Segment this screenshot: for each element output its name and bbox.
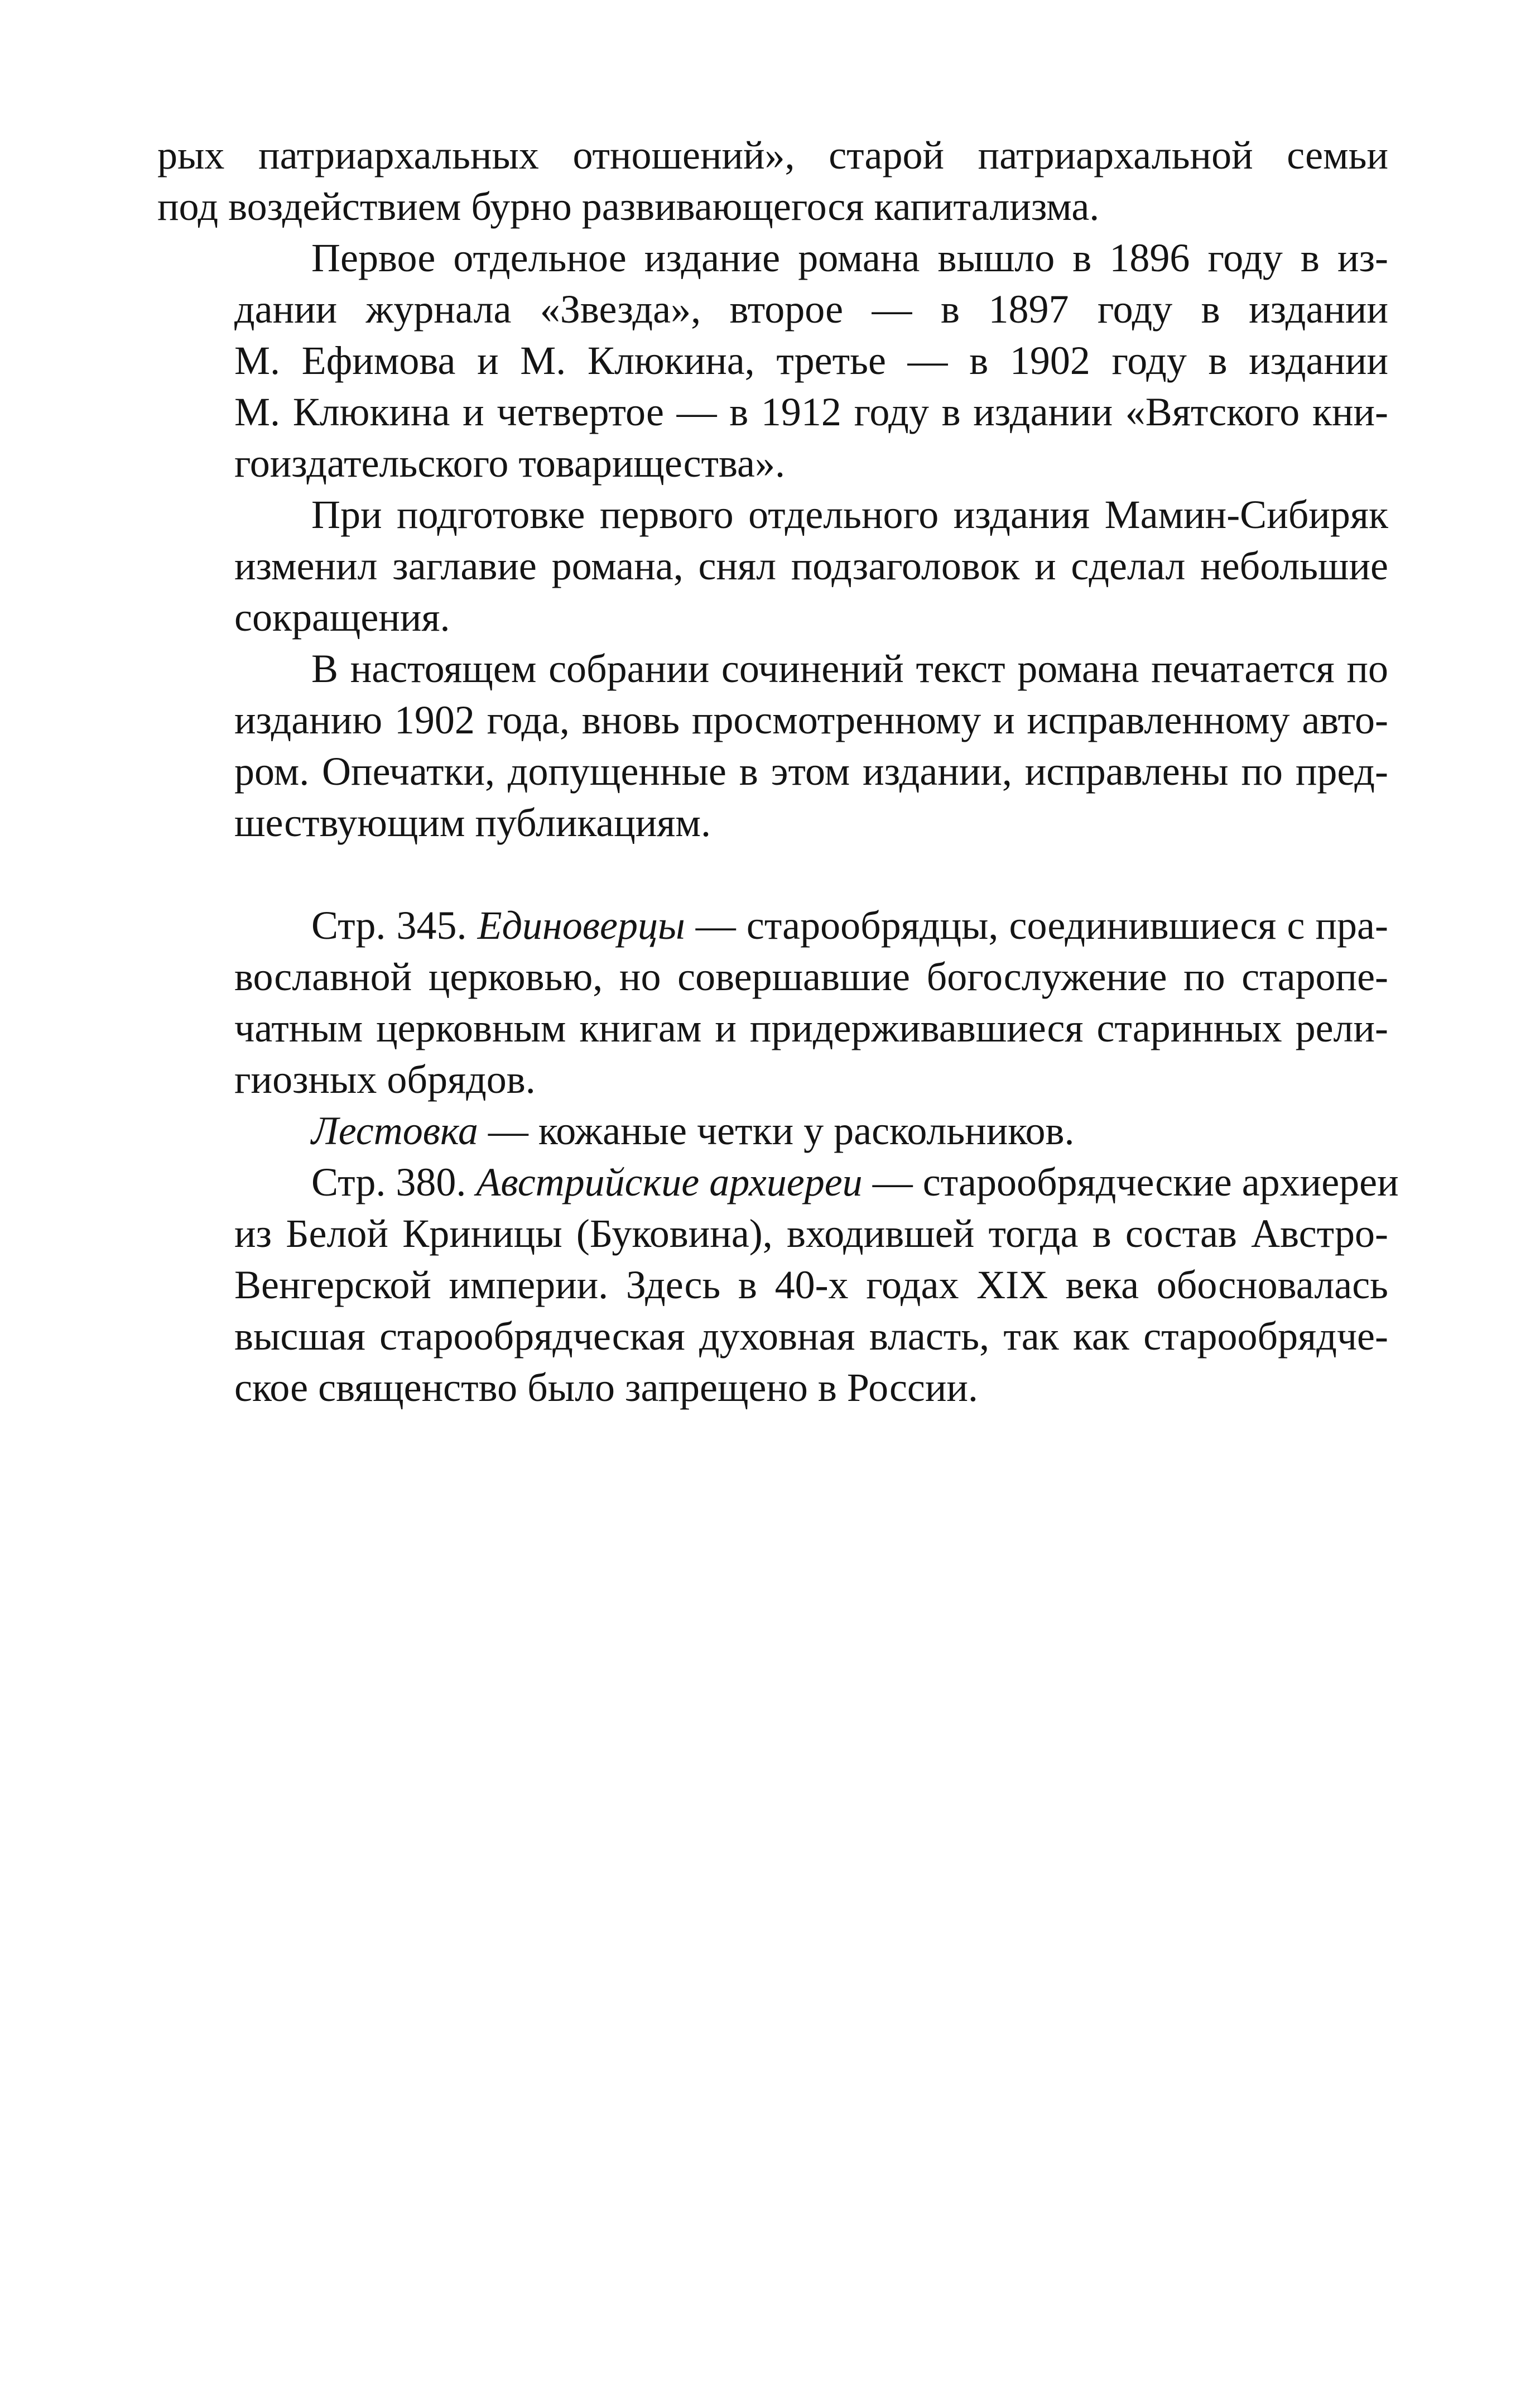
text-line: под воздействием бурно развивающегося капитализма. [157,184,1100,229]
note-page-ref: Стр. 345. [311,903,467,948]
text-line: вославной церковью, но совершавшие богослужение по старопе- [234,954,1388,999]
note-term: Лестовка [311,1108,478,1153]
note-term: Единоверцы [477,903,685,948]
text-line: из Белой Криницы (Буковина), входившей тогда в состав Австро- [234,1211,1388,1256]
text-line: изданию 1902 года, вновь просмотренному и исправленному авто- [234,698,1388,742]
note-definition: — кожаные четки у раскольников. [478,1108,1075,1153]
paragraph-editions [157,232,1388,489]
text-line: рых патриархальных отношений», старой патриархальной семьи [157,133,1388,177]
text-line: ское священство было запрещено в России. [234,1365,978,1410]
text-line: Венгерской империи. Здесь в 40-х годах XIX века обосновалась [234,1263,1388,1307]
text-line [157,1105,1388,1156]
text-line: высшая старообрядческая духовная власть, так как старообрядче- [234,1314,1388,1359]
text-line: М. Ефимова и М. Клюкина, третье — в 1902 году в издании [234,338,1388,383]
text-line [157,900,1388,951]
paragraph-continuation [157,129,1388,232]
text-line: гиозных обрядов. [234,1057,536,1102]
page-text [157,129,1399,1413]
text-line: ром. Опечатки, допущенные в этом издании, исправлены по пред- [234,749,1388,794]
text-line: чатным церковным книгам и придерживавшиеся старинных рели- [234,1006,1388,1050]
text-line: М. Клюкина и четвертое — в 1912 году в издании «Вятского кни- [234,390,1388,434]
text-line: При подготовке первого отдельного издания Мамин-Сибиряк [311,492,1388,537]
text-line: гоиздательского товарищества». [234,441,786,486]
text-line: шествующим публикациям. [234,800,711,845]
text-line: В настоящем собрании сочинений текст романа печатается по [311,646,1388,691]
text-line [157,1156,1399,1208]
note-definition: — старообрядцы, соединившиеся с пра- [685,903,1388,948]
note-lestovka [157,1105,1388,1156]
note-edinovertsy [157,900,1388,1105]
text-line: сокращения. [234,595,450,640]
section-gap [157,848,1388,900]
note-page-ref: Стр. 380. [311,1160,466,1204]
note-definition: — старообрядческие архиереи [862,1160,1399,1204]
paragraph-changes [157,489,1388,643]
note-austrian-bishops [157,1156,1399,1413]
text-line: Первое отдельное издание романа вышло в 1896 году в из- [311,236,1388,280]
text-line: дании журнала «Звезда», второе — в 1897 году в издании [234,287,1388,332]
note-term: Австрийские архиереи [476,1160,863,1204]
paragraph-current-edition [157,643,1388,848]
text-line: изменил заглавие романа, снял подзаголовок и сделал небольшие [234,544,1388,588]
